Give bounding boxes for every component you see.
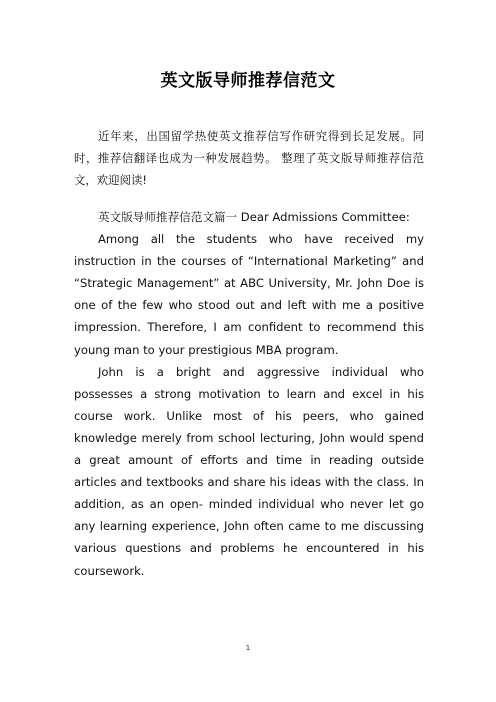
body-paragraph-1: Among all the students who have received my instruction in the courses of “International Marketing” and “Strategic Management” at ABC University, Mr. John Doe is one of the few who stood out and left with me a positive impression. Therefore, I am confident to recommend this young man to your prestigious MBA program.: [74, 232, 424, 357]
body-paragraph-2: John is a bright and aggressive individual who possesses a strong motivation to learn and excel in his course work. Unlike most of his peers, who gained knowledge merely from school lecturing, John would spend a great amount of efforts and time in reading outside articles and textbooks and share his ideas with the class. In addition, as an open- minded individual who never let go any learning experience, John often came to me discussing various questions and problems he encountered in his coursework.: [74, 364, 424, 578]
letter-heading: 英文版导师推荐信范文篇一 Dear Admissions Committee:: [98, 210, 410, 224]
letter-body: [74, 206, 424, 582]
intro-paragraph: 近年来，出国留学热使英文推荐信写作研究得到长足发展。同时，推荐信翻译也成为一种发展趋势。 整理了英文版导师推荐信范文，欢迎阅读!: [74, 129, 424, 187]
document-title: 英文版导师推荐信范文: [160, 71, 336, 91]
page-number: 1: [245, 644, 251, 652]
